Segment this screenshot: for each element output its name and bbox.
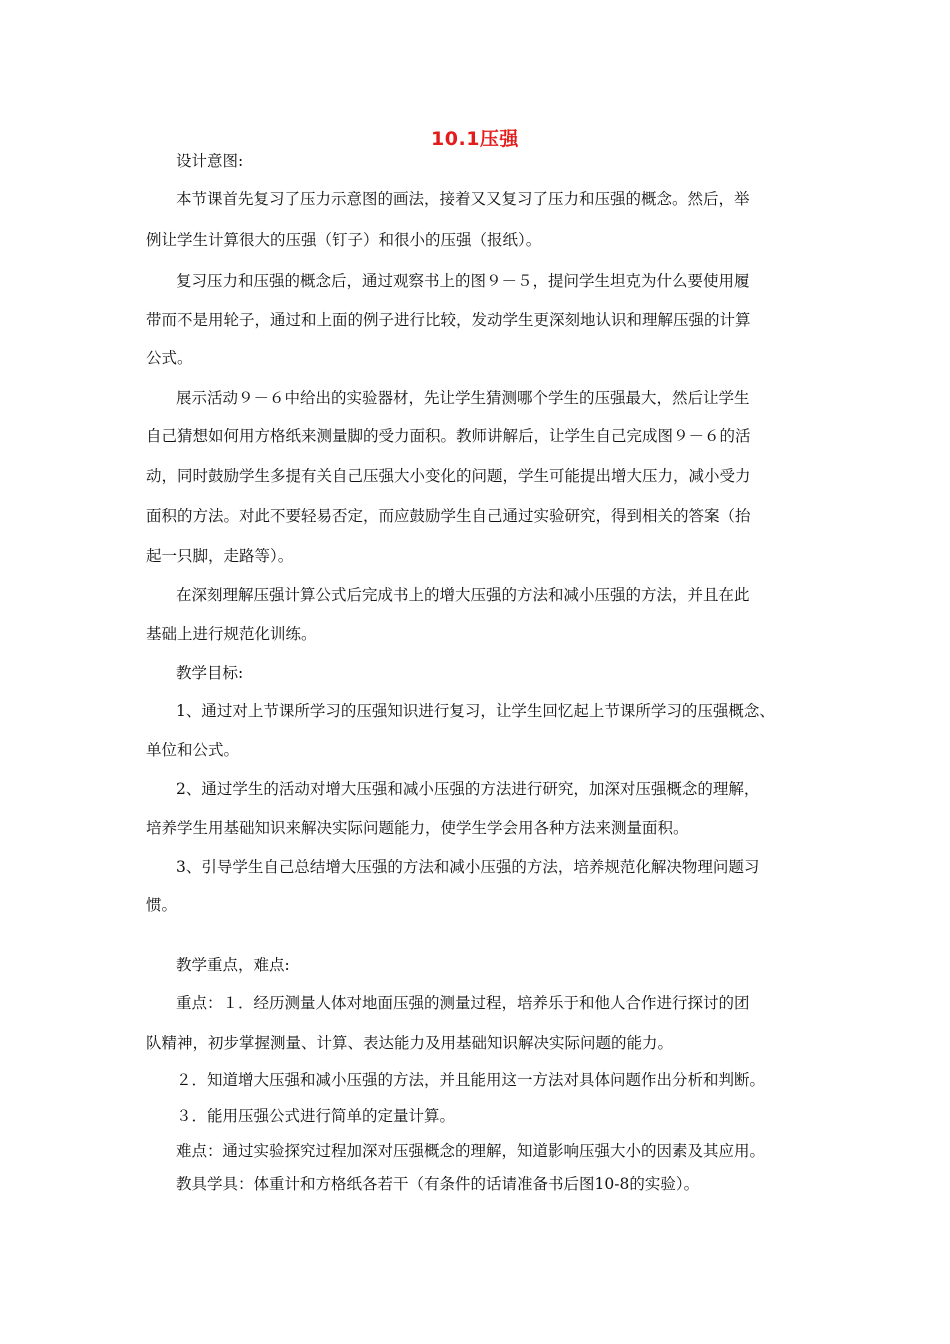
paragraph-line: 自己猜想如何用方格纸来测量脚的受力面积。教师讲解后，让学生自己完成图９－６的活: [146, 427, 751, 445]
document-title: 10.1压强: [431, 128, 519, 150]
paragraph-line: ２．知道增大压强和减小压强的方法，并且能用这一方法对具体问题作出分析和判断。: [176, 1071, 766, 1089]
paragraph-line: 复习压力和压强的概念后，通过观察书上的图９－５，提问学生坦克为什么要使用履: [176, 272, 750, 290]
paragraph-line: 动，同时鼓励学生多提有关自己压强大小变化的问题，学生可能提出增大压力，减小受力: [146, 467, 751, 485]
paragraph-line: 本节课首先复习了压力示意图的画法，接着又又复习了压力和压强的概念。然后，举: [176, 190, 750, 208]
paragraph-line: 难点：通过实验探究过程加深对压强概念的理解，知道影响压强大小的因素及其应用。: [176, 1142, 766, 1160]
paragraph-line: 设计意图:: [176, 152, 244, 170]
paragraph-line: ３．能用压强公式进行简单的定量计算。: [176, 1107, 456, 1125]
section-heading: 教学重点，难点:: [176, 956, 290, 974]
paragraph-line: 1、通过对上节课所学习的压强知识进行复习，让学生回忆起上节课所学习的压强概念、: [176, 702, 775, 720]
paragraph-line: 带而不是用轮子，通过和上面的例子进行比较，发动学生更深刻地认识和理解压强的计算: [146, 311, 751, 329]
paragraph-line: 起一只脚，走路等）。: [146, 547, 294, 565]
paragraph-line: 重点：１．经历测量人体对地面压强的测量过程，培养乐于和他人合作进行探讨的团: [176, 994, 750, 1012]
paragraph-line: 单位和公式。: [146, 741, 240, 759]
paragraph-line: 基础上进行规范化训练。: [146, 625, 317, 643]
paragraph-line: 面积的方法。对此不要轻易否定，而应鼓励学生自己通过实验研究，得到相关的答案（抬: [146, 507, 751, 525]
paragraph-line: 教具学具：体重计和方格纸各若干（有条件的话请准备书后图10-8的实验）。: [176, 1175, 700, 1193]
paragraph-line: 展示活动９－６中给出的实验器材，先让学生猜测哪个学生的压强最大，然后让学生: [176, 389, 750, 407]
paragraph-line: 培养学生用基础知识来解决实际问题能力，使学生学会用各种方法来测量面积。: [146, 819, 689, 837]
section-heading: 教学目标:: [176, 664, 244, 682]
paragraph-line: 例让学生计算很大的压强（钉子）和很小的压强（报纸）。: [146, 231, 542, 249]
paragraph-line: 2、通过学生的活动对增大压强和减小压强的方法进行研究，加深对压强概念的理解，: [176, 780, 760, 798]
paragraph-line: 在深刻理解压强计算公式后完成书上的增大压强的方法和减小压强的方法，并且在此: [176, 586, 750, 604]
paragraph-line: 队精神，初步掌握测量、计算、表达能力及用基础知识解决实际问题的能力。: [146, 1034, 674, 1052]
paragraph-line: 惯。: [146, 896, 178, 914]
paragraph-line: 公式。: [146, 349, 193, 367]
paragraph-line: 3、引导学生自己总结增大压强的方法和减小压强的方法，培养规范化解决物理问题习: [176, 858, 760, 876]
